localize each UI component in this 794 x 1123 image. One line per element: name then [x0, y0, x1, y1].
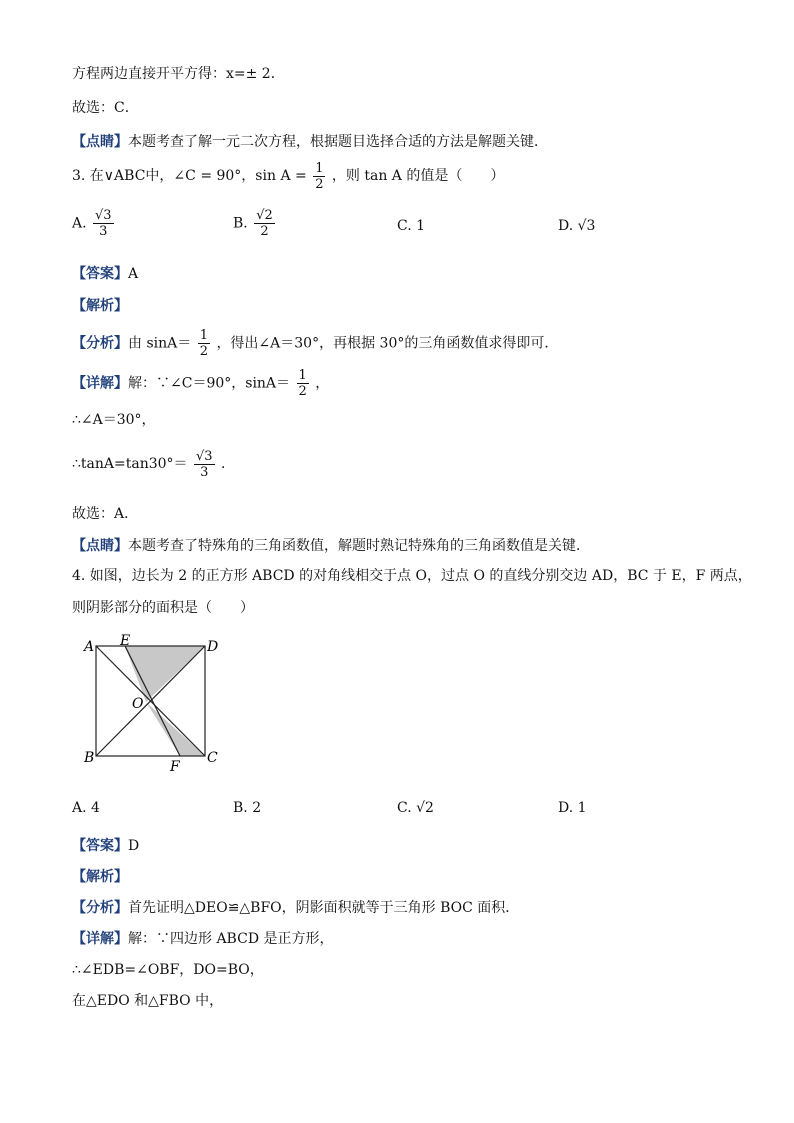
fraction: $\frac{1}{2}$	[315, 160, 324, 192]
option-b: B. $\frac{√2}{2}$	[233, 208, 273, 239]
option-a: A. 4	[72, 800, 100, 816]
answer-line: 【答案】A	[72, 266, 139, 282]
question-3	[72, 158, 504, 194]
step-line: ∴∠A＝30°，	[72, 412, 156, 428]
step-line: 故选：A．	[72, 506, 139, 522]
square-diagram	[80, 634, 230, 776]
label-a: A	[84, 639, 95, 655]
label-b: B	[84, 750, 95, 766]
option-c: C. 1	[397, 218, 426, 234]
option-c: C. √2	[397, 800, 434, 816]
question-3-suffix: ，则 tan A 的值是（ ）	[331, 168, 505, 184]
text-line: 故选：C．	[72, 100, 139, 116]
comment-line	[72, 132, 548, 152]
step-line: 在△EDO 和△FBO 中，	[72, 993, 224, 1009]
text-line: 方程两边直接开平方得：x=± 2．	[72, 66, 285, 82]
analysis-tag: 【解析】	[72, 298, 128, 314]
question-4-line-1: 4. 如图，边长为 2 的正方形 ABCD 的对角线相交于点 O，过点 O 的直线分别交边 AD，BC 于 E，F 两点，	[72, 568, 752, 584]
option-d: D. 1	[558, 800, 587, 816]
option-b: B. 2	[233, 800, 262, 816]
option-a: A. $\frac{√3}{3}$	[72, 208, 112, 239]
option-d: D. √3	[558, 218, 596, 234]
question-4-line-2: 则阴影部分的面积是（ ）	[72, 600, 254, 616]
label-o: O	[132, 696, 144, 712]
label-c: C	[207, 750, 218, 766]
analysis-tag: 【解析】	[72, 869, 128, 885]
answer-line: 【答案】D	[72, 838, 140, 854]
label-d: D	[207, 639, 219, 655]
step-line: ∴tanA=tan30°＝ $\frac{√3}{3}$ ．	[72, 448, 236, 480]
question-3-prefix: 3. 在∨ABC中，∠C = 90°，sin A =	[72, 168, 307, 184]
comment-line: 【点睛】本题考查了特殊角的三角函数值，解题时熟记特殊角的三角函数值是关键．	[72, 538, 590, 554]
comment-tag: 【点睛】	[72, 134, 128, 150]
label-e: E	[120, 634, 131, 649]
step-line: ∴∠EDB=∠OBF，DO=BO，	[72, 962, 264, 978]
detail-line: 【详解】解：∵四边形 ABCD 是正方形，	[72, 931, 334, 947]
analysis-line: 【分析】由 sinA＝ $\frac{1}{2}$ ，得出∠A＝30°，再根据 30°的三角函数值求得即可．	[72, 328, 559, 359]
analysis-line: 【分析】首先证明△DEO≌△BFO，阴影面积就等于三角形 BOC 面积．	[72, 900, 520, 916]
comment-text: 本题考查了解一元二次方程，根据题目选择合适的方法是解题关键．	[128, 134, 548, 150]
label-f: F	[170, 759, 180, 775]
detail-line: 【详解】解：∵∠C＝90°，sinA＝ $\frac{1}{2}$ ，	[72, 368, 330, 399]
shaded-triangle-upper	[125, 646, 205, 702]
